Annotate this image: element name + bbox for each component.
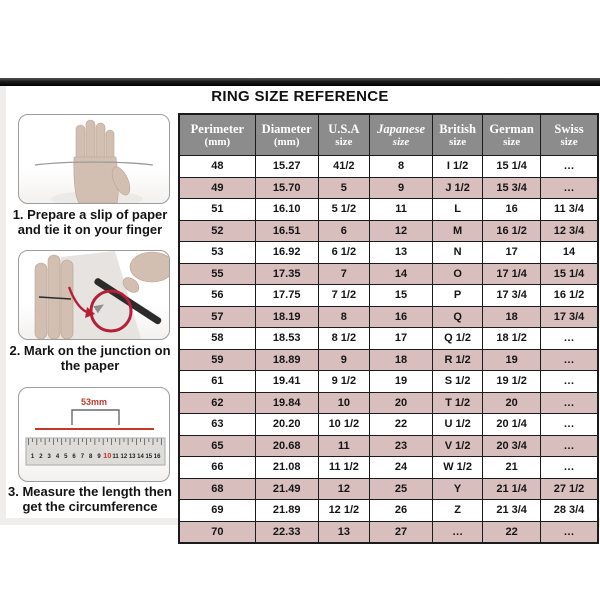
table-cell: … [541,156,598,178]
ruler-illustration [19,388,169,481]
table-row [179,199,598,221]
ruler-number: 8 [89,454,93,460]
table-cell: 21.89 [255,500,318,522]
table-cell: L [432,199,482,221]
table-cell: … [541,414,598,436]
table-cell: 11 [370,199,433,221]
table-cell: 28 3/4 [541,500,598,522]
column-header-usa: U.S.A size [318,114,370,156]
table-cell: 14 [541,242,598,264]
table-cell: R 1/2 [432,349,482,371]
marking-paper-illustration [19,251,169,339]
table-cell: 13 [370,242,433,264]
table-cell: 18 [370,349,433,371]
table-cell: M [432,220,482,242]
column-header-diameter: Diameter (mm) [255,114,318,156]
table-cell: 9 [370,177,433,199]
column-header-british: British size [432,114,482,156]
step2-photo [18,250,170,340]
ruler-number: 9 [97,454,101,460]
table-cell: 70 [179,521,255,543]
table-cell: 19 [483,349,541,371]
table-cell: 24 [370,457,433,479]
table-cell: 62 [179,392,255,414]
table-cell: … [541,435,598,457]
table-cell: 15 1/4 [541,263,598,285]
table-cell: 21 1/4 [483,478,541,500]
table-cell: 49 [179,177,255,199]
table-row [179,521,598,543]
table-cell: 14 [370,263,433,285]
table-cell: 21 [483,457,541,479]
table-cell: 6 [318,220,370,242]
table-cell: N [432,242,482,264]
table-cell: 15.70 [255,177,318,199]
table-body [179,156,598,544]
ruler-number: 16 [153,454,161,460]
table-cell: … [432,521,482,543]
table-cell: … [541,349,598,371]
table-cell: 27 1/2 [541,478,598,500]
table-cell: 69 [179,500,255,522]
ruler-body [26,438,165,465]
table-cell: 20 3/4 [483,435,541,457]
table-cell: 17.35 [255,263,318,285]
table-cell: T 1/2 [432,392,482,414]
table-row [179,457,598,479]
table-header-row [179,114,598,156]
table-cell: 20 [370,392,433,414]
table-cell: 16 [483,199,541,221]
table-row [179,392,598,414]
table-cell: 13 [318,521,370,543]
table-cell: 5 [318,177,370,199]
table-cell: 22 [370,414,433,436]
table-cell: 19.41 [255,371,318,393]
table-row [179,306,598,328]
table-cell: 15 1/4 [483,156,541,178]
table-cell: 12 [318,478,370,500]
table-row [179,220,598,242]
table-cell: 9 [318,349,370,371]
table-cell: 21.49 [255,478,318,500]
table-cell: 11 1/2 [318,457,370,479]
table-cell: 21 3/4 [483,500,541,522]
table-row [179,371,598,393]
table-cell: W 1/2 [432,457,482,479]
table-cell: Z [432,500,482,522]
table-cell: 18.53 [255,328,318,350]
table-cell: 55 [179,263,255,285]
table-cell: 17.75 [255,285,318,307]
table-cell: … [541,392,598,414]
ruler-number: 7 [80,454,85,460]
table-cell: 58 [179,328,255,350]
table-cell: J 1/2 [432,177,482,199]
table-cell: 56 [179,285,255,307]
top-divider-bar [0,78,600,86]
table-cell: 22 [483,521,541,543]
table-cell: 16.10 [255,199,318,221]
table-cell: 20.20 [255,414,318,436]
table-cell: 21.08 [255,457,318,479]
table-cell: 16 1/2 [541,285,598,307]
table-cell: 18 [483,306,541,328]
bracket-annotation [72,410,119,425]
page-title: RING SIZE REFERENCE [211,88,389,105]
step3-caption: 3. Measure the length then get the circumference [8,484,172,514]
table-cell: 20 [483,392,541,414]
table-cell: … [541,177,598,199]
table-row [179,328,598,350]
table-row [179,156,598,178]
column-header-perimeter: Perimeter (mm) [179,114,255,156]
table-cell: 23 [370,435,433,457]
table-cell: 12 3/4 [541,220,598,242]
table-row [179,285,598,307]
table-cell: 17 [370,328,433,350]
table-cell: … [541,371,598,393]
table-cell: 8 [370,156,433,178]
table-cell: 26 [370,500,433,522]
table-cell: 15 [370,285,433,307]
table-cell: Q [432,306,482,328]
table-cell: 17 3/4 [541,306,598,328]
table-cell: 18.89 [255,349,318,371]
table-cell: 7 1/2 [318,285,370,307]
ruler-number: 12 [120,454,128,460]
table-cell: 68 [179,478,255,500]
table-cell: Y [432,478,482,500]
table-row [179,242,598,264]
table-cell: P [432,285,482,307]
column-header-swiss: Swiss size [541,114,598,156]
ruler-number: 10 [103,451,112,460]
table-cell: 17 [483,242,541,264]
table-cell: 16.51 [255,220,318,242]
table-cell: 57 [179,306,255,328]
table-cell: 20.68 [255,435,318,457]
table-cell: 19.84 [255,392,318,414]
ruler-number: 2 [39,454,43,460]
step1-photo [18,114,170,204]
table-cell: Q 1/2 [432,328,482,350]
table-cell: 52 [179,220,255,242]
table-cell: 9 1/2 [318,371,370,393]
table-cell: 22.33 [255,521,318,543]
table-cell: 17 1/4 [483,263,541,285]
table-row [179,500,598,522]
table-row [179,177,598,199]
table-cell: 19 1/2 [483,371,541,393]
table-cell: 15 3/4 [483,177,541,199]
table-cell: S 1/2 [432,371,482,393]
table-row [179,435,598,457]
ruler-number: 5 [64,454,68,460]
table-cell: 25 [370,478,433,500]
table-cell: 8 [318,306,370,328]
table-cell: … [541,328,598,350]
table-cell: 11 3/4 [541,199,598,221]
left-edge-shade [0,86,6,518]
table-cell: 16 [370,306,433,328]
table-cell: 10 [318,392,370,414]
table-cell: 19 [370,371,433,393]
table-cell: V 1/2 [432,435,482,457]
table-cell: 15.27 [255,156,318,178]
ruler-number: 14 [137,454,144,460]
step1-caption: 1. Prepare a slip of paper and tie it on your finger [12,207,168,237]
table-cell: 18 1/2 [483,328,541,350]
table-cell: 8 1/2 [318,328,370,350]
table-cell: 63 [179,414,255,436]
table-cell: U 1/2 [432,414,482,436]
table-row [179,263,598,285]
table-cell: 16.92 [255,242,318,264]
table-cell: 41/2 [318,156,370,178]
table-cell: 27 [370,521,433,543]
ring-size-table [178,113,599,544]
table-cell: 10 1/2 [318,414,370,436]
ruler-number: 13 [128,454,136,460]
hand-with-paper-strip-illustration [19,115,169,203]
table-cell: 59 [179,349,255,371]
step2-caption: 2. Mark on the junction on the paper [9,343,171,373]
table-row [179,349,598,371]
table-cell: 20 1/4 [483,414,541,436]
ruler-number: 11 [112,454,119,460]
ruler-measure-label: 53mm [80,397,108,407]
step3-photo [18,387,170,482]
column-header-japanese: Japanese size [370,114,433,156]
table-cell: 16 1/2 [483,220,541,242]
table-cell: 5 1/2 [318,199,370,221]
table-cell: 11 [318,435,370,457]
table-row [179,414,598,436]
table-cell: … [541,457,598,479]
table-cell: 51 [179,199,255,221]
table-cell: 48 [179,156,255,178]
table-cell: 17 3/4 [483,285,541,307]
table-cell: 18.19 [255,306,318,328]
table-cell: 12 1/2 [318,500,370,522]
ruler-number: 4 [55,454,60,460]
table-cell: 53 [179,242,255,264]
ruler-number: 3 [47,454,51,460]
table-cell: I 1/2 [432,156,482,178]
table-cell: … [541,521,598,543]
column-header-german: German size [483,114,541,156]
table-cell: 61 [179,371,255,393]
table-cell: O [432,263,482,285]
table-row [179,478,598,500]
ruler-number: 15 [145,454,153,460]
ruler-number: 6 [72,454,76,460]
table-cell: 12 [370,220,433,242]
table-cell: 6 1/2 [318,242,370,264]
table-cell: 66 [179,457,255,479]
ruler-number: 1 [30,454,35,460]
table-cell: 7 [318,263,370,285]
table-cell: 65 [179,435,255,457]
